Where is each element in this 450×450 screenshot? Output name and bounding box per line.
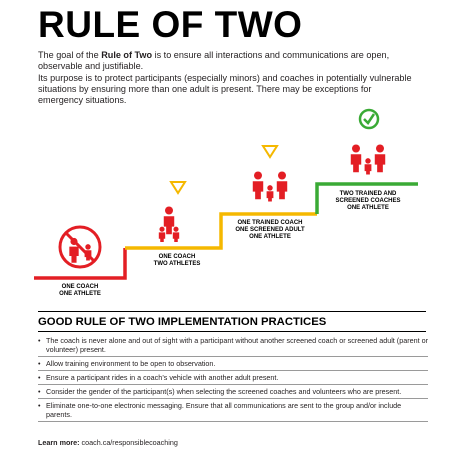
learn-more-label: Learn more:: [38, 438, 80, 447]
step-3-label: ONE TRAINED COACH ONE SCREENED ADULT ONE ATHLETE: [235, 220, 305, 240]
coach-figure-icon: [253, 172, 263, 200]
section-divider: [38, 331, 426, 332]
coach-figure-icon: [375, 145, 385, 173]
learn-more: [38, 438, 178, 447]
athlete-figure-icon: [365, 158, 372, 174]
athlete-figure-icon: [173, 227, 179, 242]
practices-list: [38, 334, 428, 422]
page-title: RULE OF TWO: [38, 4, 303, 45]
athlete-figure-icon: [159, 227, 165, 242]
intro-paragraph-2: Its purpose is to protect participants (especially minors) and coaches in potentially vulnerable situations by ensuring more than one adult is present. There may be exceptions for emergency situations.: [38, 72, 412, 106]
checkmark-circle-icon: [360, 110, 378, 128]
prohibited-icon: [60, 227, 100, 267]
step-4-label: TWO TRAINED AND SCREENED COACHES ONE ATHLETE: [335, 191, 401, 211]
list-item: • Ensure a participant rides in a coach’s vehicle with another adult present.: [38, 371, 428, 385]
step4-figures: [351, 145, 385, 175]
list-item: • Allow training environment to be open to observation.: [38, 357, 428, 371]
list-item: • The coach is never alone and out of sight with a participant without another screened coach or screened adult (parent or volunteer) present.: [38, 334, 428, 357]
step-1-label: ONE COACH ONE ATHLETE: [59, 284, 101, 297]
intro-paragraph-1: The goal of the Rule of Two is to ensure all interactions and communications are open, observable and justifiable.: [38, 50, 390, 72]
step3-figures: [253, 172, 287, 202]
athlete-figure-icon: [267, 185, 274, 201]
step-red-line: [34, 248, 125, 278]
warning-triangle-icon: [263, 146, 277, 157]
list-item: • Consider the gender of the participant(s) when selecting the screened coaches and volunteers who are present.: [38, 385, 428, 399]
coach-figure-icon: [351, 145, 361, 173]
list-item: • Eliminate one-to-one electronic messaging. Ensure that all communications are sent to the group and/or include parents.: [38, 399, 428, 422]
warning-triangle-icon: [171, 182, 185, 193]
step-2-label: ONE COACH TWO ATHLETES: [153, 254, 201, 267]
step2-figures: [159, 207, 179, 242]
adult-figure-icon: [277, 172, 287, 200]
practices-heading: GOOD RULE OF TWO IMPLEMENTATION PRACTICES: [38, 316, 327, 328]
coach-figure-icon: [164, 207, 174, 235]
learn-more-link[interactable]: coach.ca/responsiblecoaching: [79, 438, 178, 447]
rule-of-two-emphasis: Rule of Two: [101, 50, 153, 60]
section-divider: [38, 311, 426, 312]
